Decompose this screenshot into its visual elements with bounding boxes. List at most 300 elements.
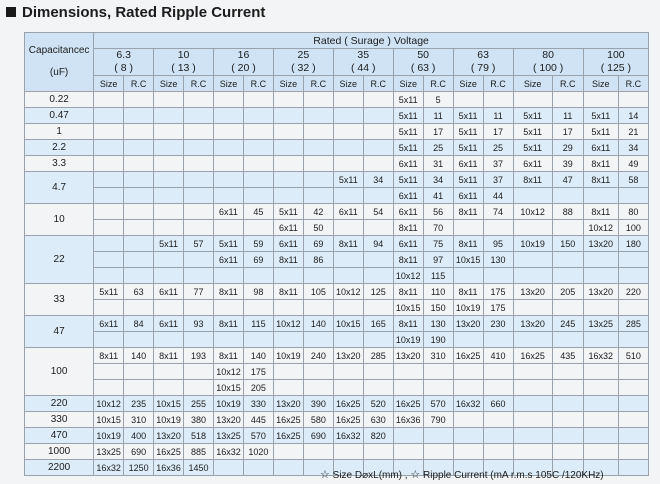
size-cell: 6x11 — [393, 156, 423, 172]
voltage-cell — [214, 49, 274, 76]
size-cell — [583, 380, 618, 396]
ripple-current-cell — [184, 140, 214, 156]
size-cell: 16x32 — [583, 348, 618, 364]
ripple-current-cell — [124, 364, 154, 380]
ripple-current-cell — [184, 332, 214, 348]
size-cell — [513, 300, 552, 316]
ripple-current-cell: 42 — [303, 204, 333, 220]
size-cell: 13x20 — [333, 348, 363, 364]
table-row — [25, 252, 649, 268]
ripple-current-cell — [363, 444, 393, 460]
size-cell — [333, 140, 363, 156]
ripple-current-cell — [483, 268, 513, 284]
ripple-current-cell — [184, 300, 214, 316]
size-cell — [583, 412, 618, 428]
ripple-current-cell — [184, 92, 214, 108]
size-cell — [513, 188, 552, 204]
size-cell — [94, 380, 124, 396]
size-cell — [583, 364, 618, 380]
ripple-current-cell — [423, 380, 453, 396]
size-cell: 5x11 — [453, 140, 483, 156]
size-cell — [94, 140, 124, 156]
ripple-current-cell — [618, 92, 648, 108]
ripple-current-cell — [243, 92, 273, 108]
size-cell: 5x11 — [453, 124, 483, 140]
ripple-current-cell — [483, 332, 513, 348]
capacitance-value: 3.3 — [25, 156, 94, 172]
size-cell — [453, 364, 483, 380]
size-cell: 13x20 — [453, 316, 483, 332]
ripple-current-cell: 34 — [423, 172, 453, 188]
square-bullet-icon — [6, 7, 16, 17]
ripple-current-cell — [243, 124, 273, 140]
size-cell: 8x11 — [393, 316, 423, 332]
ripple-current-cell: 5 — [423, 92, 453, 108]
rc-header: R.C — [483, 76, 513, 92]
size-cell: 5x11 — [154, 236, 184, 252]
voltage-value: 6.3 — [116, 49, 131, 61]
size-cell — [513, 268, 552, 284]
ripple-current-cell: 17 — [552, 124, 583, 140]
size-cell: 10x12 — [214, 364, 244, 380]
capacitance-value: 10 — [25, 204, 94, 236]
ripple-current-cell — [363, 220, 393, 236]
table-row — [25, 188, 649, 204]
size-cell: 6x11 — [333, 204, 363, 220]
table-row — [25, 156, 649, 172]
capacitance-value: 22 — [25, 236, 94, 284]
ripple-current-cell: 820 — [363, 428, 393, 444]
size-cell: 13x20 — [513, 284, 552, 300]
size-cell: 5x11 — [453, 172, 483, 188]
size-cell: 8x11 — [333, 236, 363, 252]
size-cell: 10x19 — [214, 396, 244, 412]
capacitance-value: 47 — [25, 316, 94, 348]
size-cell — [583, 332, 618, 348]
size-cell — [214, 188, 244, 204]
ripple-current-cell — [243, 220, 273, 236]
ripple-current-cell — [184, 188, 214, 204]
ripple-current-cell — [483, 428, 513, 444]
size-cell: 10x15 — [393, 300, 423, 316]
size-cell: 16x25 — [453, 348, 483, 364]
table-row — [25, 220, 649, 236]
size-cell — [333, 124, 363, 140]
size-cell: 5x11 — [214, 236, 244, 252]
ripple-current-cell — [124, 156, 154, 172]
ripple-current-cell — [243, 108, 273, 124]
voltage-value: 10 — [177, 49, 190, 61]
ripple-current-cell: 130 — [483, 252, 513, 268]
ripple-current-cell: 115 — [423, 268, 453, 284]
size-cell — [583, 428, 618, 444]
size-header: Size — [453, 76, 483, 92]
size-cell — [453, 268, 483, 284]
ripple-current-cell: 56 — [423, 204, 453, 220]
ripple-current-cell — [552, 444, 583, 460]
table-row — [25, 172, 649, 188]
ripple-current-cell — [303, 444, 333, 460]
size-cell: 10x19 — [513, 236, 552, 252]
size-cell — [154, 220, 184, 236]
size-cell: 6x11 — [154, 316, 184, 332]
ripple-current-cell: 193 — [184, 348, 214, 364]
size-cell — [333, 188, 363, 204]
size-cell — [453, 444, 483, 460]
size-cell: 13x25 — [214, 428, 244, 444]
ripple-current-cell: 285 — [618, 316, 648, 332]
ripple-current-cell: 630 — [363, 412, 393, 428]
ripple-current-cell — [184, 380, 214, 396]
voltage-value: 80 — [542, 49, 554, 61]
voltage-row — [25, 49, 649, 76]
voltage-value: 100 — [607, 49, 625, 61]
size-cell: 8x11 — [583, 172, 618, 188]
size-cell: 8x11 — [583, 156, 618, 172]
size-header: Size — [154, 76, 184, 92]
size-cell — [513, 428, 552, 444]
size-cell — [333, 300, 363, 316]
size-cell: 8x11 — [453, 204, 483, 220]
ripple-current-cell — [552, 380, 583, 396]
size-cell — [273, 108, 303, 124]
ripple-current-cell: 435 — [552, 348, 583, 364]
ripple-current-cell: 69 — [243, 252, 273, 268]
size-cell: 6x11 — [273, 220, 303, 236]
ripple-current-cell — [552, 412, 583, 428]
size-cell — [154, 252, 184, 268]
size-cell: 16x32 — [94, 460, 124, 476]
ripple-current-cell — [184, 172, 214, 188]
ripple-current-cell: 690 — [303, 428, 333, 444]
rc-header: R.C — [552, 76, 583, 92]
size-cell — [513, 364, 552, 380]
ripple-current-cell — [552, 92, 583, 108]
size-cell — [94, 220, 124, 236]
ripple-current-cell — [243, 188, 273, 204]
ripple-current-cell — [618, 364, 648, 380]
ripple-current-cell — [363, 188, 393, 204]
capacitance-value: 470 — [25, 428, 94, 444]
capacitance-value: 4.7 — [25, 172, 94, 204]
ripple-current-cell: 255 — [184, 396, 214, 412]
capacitance-unit: (uF) — [49, 67, 69, 78]
table-row — [25, 124, 649, 140]
table-row — [25, 236, 649, 252]
surge-value: ( 63 ) — [410, 62, 436, 74]
table-row — [25, 364, 649, 380]
size-cell: 6x11 — [513, 156, 552, 172]
ripple-current-cell: 63 — [124, 284, 154, 300]
size-cell: 5x11 — [513, 140, 552, 156]
table-row — [25, 92, 649, 108]
size-cell — [154, 204, 184, 220]
ripple-current-cell — [618, 268, 648, 284]
size-cell: 8x11 — [393, 252, 423, 268]
ripple-current-cell — [124, 268, 154, 284]
ripple-current-cell — [243, 268, 273, 284]
size-cell — [214, 108, 244, 124]
ripple-current-cell — [124, 220, 154, 236]
ripple-current-cell — [184, 268, 214, 284]
ripple-current-cell — [243, 460, 273, 476]
size-header: Size — [214, 76, 244, 92]
size-cell: 16x25 — [393, 396, 423, 412]
voltage-cell — [94, 49, 154, 76]
ripple-current-cell — [618, 412, 648, 428]
ripple-current-cell: 37 — [483, 156, 513, 172]
size-cell — [333, 252, 363, 268]
size-cell — [453, 428, 483, 444]
table-row — [25, 204, 649, 220]
ripple-current-cell — [552, 268, 583, 284]
size-cell: 10x12 — [513, 204, 552, 220]
size-cell — [393, 380, 423, 396]
table-row — [25, 140, 649, 156]
size-cell: 8x11 — [453, 236, 483, 252]
ripple-current-cell — [124, 204, 154, 220]
size-cell — [214, 156, 244, 172]
ripple-current-table — [24, 32, 649, 476]
size-cell — [94, 268, 124, 284]
ripple-current-cell: 410 — [483, 348, 513, 364]
ripple-current-cell — [124, 92, 154, 108]
capacitance-header — [25, 33, 94, 92]
ripple-current-cell: 400 — [124, 428, 154, 444]
ripple-current-cell: 175 — [243, 364, 273, 380]
size-cell: 5x11 — [94, 284, 124, 300]
size-cell: 5x11 — [333, 172, 363, 188]
ripple-current-cell — [303, 188, 333, 204]
surge-value: ( 44 ) — [351, 62, 376, 74]
size-cell: 6x11 — [453, 156, 483, 172]
ripple-current-cell — [483, 380, 513, 396]
voltage-cell — [583, 49, 648, 76]
size-cell — [393, 444, 423, 460]
size-cell: 13x20 — [583, 236, 618, 252]
ripple-current-cell — [618, 444, 648, 460]
size-cell: 16x25 — [513, 348, 552, 364]
ripple-current-cell: 47 — [552, 172, 583, 188]
ripple-current-cell — [483, 220, 513, 236]
size-cell — [154, 92, 184, 108]
ripple-current-cell: 1020 — [243, 444, 273, 460]
size-cell — [393, 364, 423, 380]
ripple-current-cell — [363, 252, 393, 268]
capacitance-value: 0.22 — [25, 92, 94, 108]
size-cell — [513, 92, 552, 108]
ripple-current-cell: 190 — [423, 332, 453, 348]
size-cell: 10x19 — [154, 412, 184, 428]
size-cell: 5x11 — [393, 140, 423, 156]
capacitance-value: 1 — [25, 124, 94, 140]
table-row — [25, 396, 649, 412]
table-caption — [320, 468, 604, 481]
size-cell — [333, 364, 363, 380]
size-cell: 5x11 — [453, 108, 483, 124]
table-row — [25, 316, 649, 332]
ripple-current-cell: 310 — [423, 348, 453, 364]
capacitance-value: 0.47 — [25, 108, 94, 124]
size-cell: 6x11 — [393, 204, 423, 220]
ripple-current-cell: 14 — [618, 108, 648, 124]
voltage-value: 35 — [357, 49, 370, 61]
size-cell: 13x25 — [94, 444, 124, 460]
size-cell — [513, 380, 552, 396]
size-header: Size — [94, 76, 124, 92]
size-cell: 13x20 — [273, 396, 303, 412]
size-cell: 10x15 — [214, 380, 244, 396]
size-cell — [453, 332, 483, 348]
size-cell — [273, 124, 303, 140]
table-row — [25, 412, 649, 428]
size-cell — [154, 268, 184, 284]
ripple-current-cell — [124, 188, 154, 204]
ripple-current-cell: 180 — [618, 236, 648, 252]
size-cell: 6x11 — [393, 188, 423, 204]
ripple-current-cell — [552, 396, 583, 412]
ripple-current-cell — [552, 428, 583, 444]
ripple-current-cell — [303, 124, 333, 140]
size-cell: 16x32 — [333, 428, 363, 444]
ripple-current-cell: 25 — [423, 140, 453, 156]
ripple-current-cell — [363, 332, 393, 348]
ripple-current-cell — [184, 220, 214, 236]
rc-header: R.C — [303, 76, 333, 92]
ripple-current-cell — [363, 268, 393, 284]
ripple-current-cell: 86 — [303, 252, 333, 268]
size-cell: 8x11 — [513, 172, 552, 188]
ripple-current-cell — [363, 364, 393, 380]
size-cell: 13x20 — [154, 428, 184, 444]
size-cell: 10x12 — [393, 268, 423, 284]
size-cell — [94, 204, 124, 220]
ripple-current-cell: 34 — [363, 172, 393, 188]
caption-ripple-text: Ripple Current (mA r.m.s 105C /120KHz) — [423, 470, 604, 481]
size-cell: 10x19 — [453, 300, 483, 316]
rc-header: R.C — [618, 76, 648, 92]
size-cell: 5x11 — [513, 124, 552, 140]
size-cell — [513, 220, 552, 236]
size-cell — [273, 268, 303, 284]
size-cell: 8x11 — [214, 316, 244, 332]
size-cell — [513, 396, 552, 412]
ripple-current-cell — [552, 188, 583, 204]
rc-header: R.C — [124, 76, 154, 92]
size-cell — [214, 460, 244, 476]
size-cell — [583, 268, 618, 284]
ripple-current-cell — [124, 380, 154, 396]
size-cell — [583, 444, 618, 460]
voltage-cell — [393, 49, 453, 76]
size-cell — [94, 108, 124, 124]
table-row — [25, 284, 649, 300]
star-icon: ☆ — [410, 469, 421, 481]
ripple-current-cell: 105 — [303, 284, 333, 300]
ripple-current-cell: 93 — [184, 316, 214, 332]
ripple-current-cell — [184, 204, 214, 220]
ripple-current-cell — [618, 300, 648, 316]
ripple-current-cell — [618, 396, 648, 412]
ripple-current-cell — [483, 412, 513, 428]
size-cell: 10x12 — [94, 396, 124, 412]
ripple-current-cell — [483, 444, 513, 460]
size-cell: 16x25 — [273, 412, 303, 428]
size-cell — [273, 332, 303, 348]
size-cell: 13x20 — [393, 348, 423, 364]
ripple-current-cell — [618, 460, 648, 476]
size-cell: 10x15 — [94, 412, 124, 428]
size-cell: 16x36 — [154, 460, 184, 476]
size-cell — [154, 380, 184, 396]
ripple-current-cell: 175 — [483, 300, 513, 316]
size-cell — [513, 252, 552, 268]
size-cell: 10x19 — [273, 348, 303, 364]
size-cell: 8x11 — [273, 252, 303, 268]
size-cell — [333, 108, 363, 124]
ripple-current-cell — [243, 332, 273, 348]
ripple-current-cell: 570 — [423, 396, 453, 412]
page-title-text: Dimensions, Rated Ripple Current — [22, 3, 266, 21]
ripple-current-cell: 115 — [243, 316, 273, 332]
size-cell: 13x25 — [583, 316, 618, 332]
size-cell — [214, 172, 244, 188]
ripple-current-cell — [303, 92, 333, 108]
capacitance-value: 330 — [25, 412, 94, 428]
size-cell — [583, 252, 618, 268]
ripple-current-cell: 245 — [552, 316, 583, 332]
ripple-current-cell — [552, 220, 583, 236]
size-cell — [94, 172, 124, 188]
table-row — [25, 268, 649, 284]
size-cell: 6x11 — [393, 236, 423, 252]
voltage-cell — [333, 49, 393, 76]
ripple-current-cell: 45 — [243, 204, 273, 220]
ripple-current-cell: 330 — [243, 396, 273, 412]
size-cell: 5x11 — [393, 172, 423, 188]
ripple-current-cell — [303, 108, 333, 124]
size-cell — [94, 252, 124, 268]
ripple-current-cell: 240 — [303, 348, 333, 364]
size-cell: 10x19 — [393, 332, 423, 348]
size-cell — [333, 444, 363, 460]
size-cell: 5x11 — [393, 92, 423, 108]
ripple-current-cell — [363, 108, 393, 124]
ripple-current-cell — [303, 332, 333, 348]
capacitance-value: 2200 — [25, 460, 94, 476]
ripple-current-cell: 690 — [124, 444, 154, 460]
size-cell: 16x25 — [154, 444, 184, 460]
voltage-cell — [453, 49, 513, 76]
size-cell: 6x11 — [273, 236, 303, 252]
size-cell — [154, 364, 184, 380]
ripple-current-cell: 445 — [243, 412, 273, 428]
capacitance-value: 2.2 — [25, 140, 94, 156]
ripple-current-cell: 140 — [243, 348, 273, 364]
surge-value: ( 100 ) — [532, 62, 564, 74]
size-cell: 8x11 — [154, 348, 184, 364]
size-cell — [453, 412, 483, 428]
ripple-current-cell — [243, 156, 273, 172]
ripple-current-cell: 1250 — [124, 460, 154, 476]
size-cell: 16x32 — [453, 396, 483, 412]
ripple-current-cell: 49 — [618, 156, 648, 172]
size-header: Size — [513, 76, 552, 92]
size-cell — [273, 156, 303, 172]
size-cell: 10x12 — [273, 316, 303, 332]
ripple-current-cell — [184, 124, 214, 140]
size-cell — [513, 444, 552, 460]
